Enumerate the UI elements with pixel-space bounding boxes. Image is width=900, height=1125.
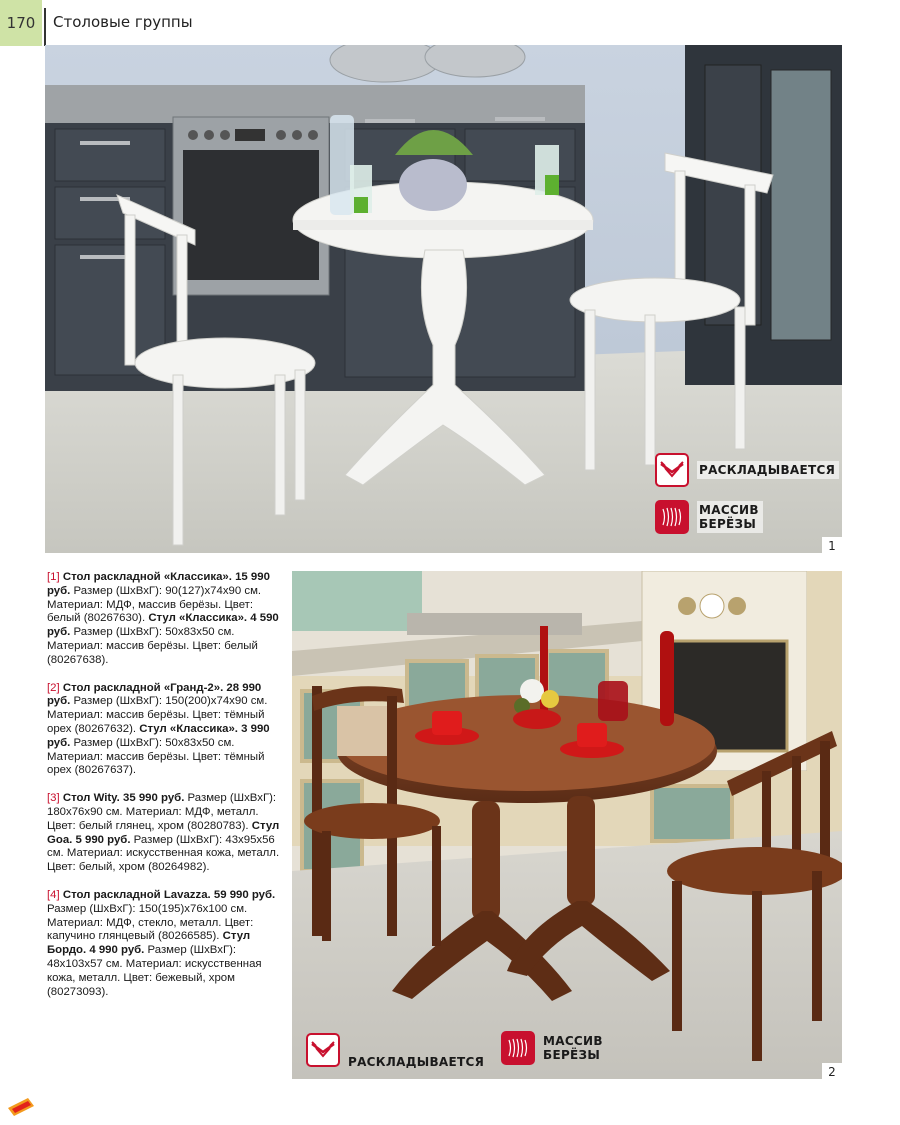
table-price: 35 990 руб. [123, 792, 185, 805]
chair-name-price: Стул Бордо. 4 990 руб. [47, 930, 251, 957]
table-name: Стол раскладной Lavazza. [62, 888, 211, 901]
product-index: [3] [47, 792, 60, 805]
product-item [47, 571, 287, 668]
badge-label-birch: МАССИВ БЕРЁЗЫ [697, 501, 763, 533]
product-item [47, 682, 287, 779]
page-number: 170 [0, 0, 42, 46]
birch-wood-icon [655, 500, 689, 534]
header-divider [44, 8, 46, 46]
table-name: Стол раскладной «Гранд-2». [62, 681, 224, 694]
table-price: 28 990 руб. [47, 681, 262, 708]
chair-details: Размер (ШхВхГ): 48х103х57 см. Материал: искусственная кожа, металл. Цвет: бежевый, хром (80273093). [47, 944, 262, 998]
photo-number: 1 [822, 537, 842, 555]
product-index: [2] [47, 681, 60, 694]
chair-name-price: Стул «Классика». 3 990 руб. [47, 722, 270, 749]
product-descriptions [47, 571, 287, 1013]
chair-name-price: Стул «Классика». 4 590 руб. [47, 612, 279, 639]
badge-label-expanding: РАСКЛАДЫВАЕТСЯ [697, 461, 839, 479]
table-details: Размер (ШхВхГ): 180х76х90 см. Материал: МДФ, металл. Цвет: белый глянец, хром (80280783). [47, 792, 277, 832]
chair-details: Размер (ШхВхГ): 50х83х50 см. Материал: массив берёзы. Цвет: белый (80267638). [47, 626, 258, 666]
product-item [47, 792, 287, 875]
table-name: Стол раскладной «Классика». [62, 571, 232, 583]
feature-badge-expanding [655, 453, 839, 487]
product-item [47, 889, 287, 999]
product-photo-walnut-dining-set [292, 571, 842, 1079]
expanding-table-icon [655, 453, 689, 487]
chair-name-price: Стул Goa. 5 990 руб. [47, 819, 280, 846]
feature-badge-birch [655, 500, 763, 534]
table-details: Размер (ШхВхГ): 150(195)х76х100 см. Материал: МДФ, стекло, металл. Цвет: капучино глянцевый (80266585). [47, 902, 254, 943]
table-price: 15 990 руб. [47, 571, 270, 597]
photo-number: 2 [822, 1063, 842, 1081]
expanding-table-icon [306, 1033, 340, 1067]
badge-label-expanding: РАСКЛАДЫВАЕТСЯ [348, 1055, 485, 1069]
chair-details: Размер (ШхВхГ): 50х83х50 см. Материал: массив берёзы. Цвет: тёмный орех (80267637). [47, 736, 265, 777]
chair-details: Размер (ШхВхГ): 43х95х56 см. Материал: искусственная кожа, металл. Цвет: белый, хром (80264982). [47, 833, 280, 874]
product-index: [4] [47, 888, 60, 901]
feature-badge-birch [501, 1031, 603, 1065]
section-title: Столовые группы [53, 13, 193, 31]
product-index: [1] [47, 571, 60, 583]
table-details: Размер (ШхВхГ): 90(127)х74х90 см. Материал: МДФ, массив берёзы. Цвет: белый (80267630). [47, 584, 262, 625]
table-price: 59 990 руб. [213, 888, 276, 901]
birch-wood-icon [501, 1031, 535, 1065]
table-details: Размер (ШхВхГ): 150(200)х74х90 см. Материал: массив берёзы. Цвет: тёмный орех (80267632). [47, 695, 268, 735]
badge-label-birch: МАССИВ БЕРЁЗЫ [543, 1034, 603, 1062]
feature-badge-expanding [306, 1031, 484, 1069]
brand-logo [6, 1094, 36, 1118]
table-name: Стол Wity. [62, 792, 120, 805]
